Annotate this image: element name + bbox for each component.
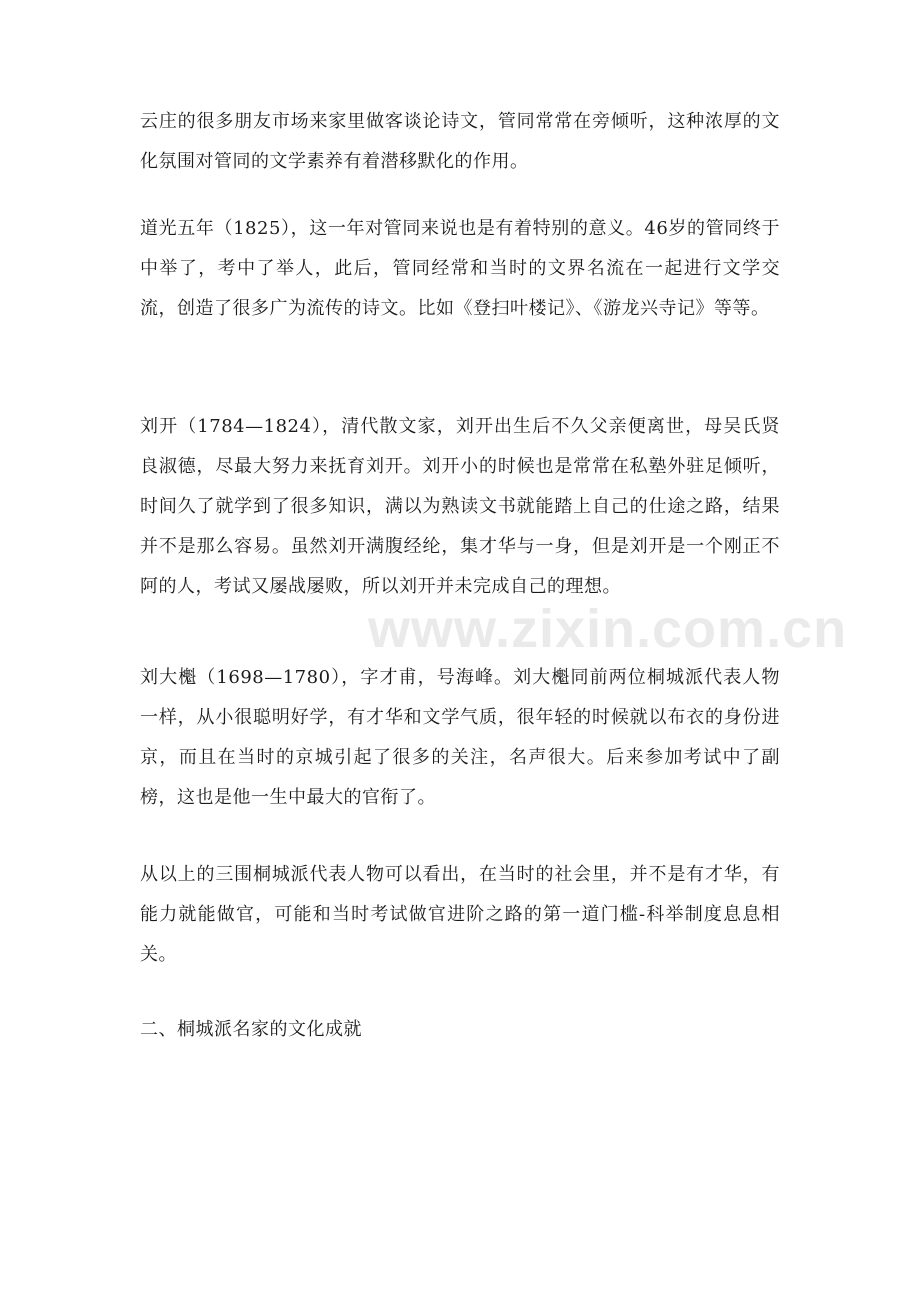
section-heading: 二、桐城派名家的文化成就	[140, 1019, 362, 1040]
watermark-text: www.zixin.com.cn	[368, 599, 848, 659]
paragraph-guantong-daoguang: 道光五年（1825），这一年对管同来说也是有着特别的意义。46岁的管同终于中举了，考中了举人，此后，管同经常和当时的文界名流在一起进行文学交流，创造了很多广为流传的诗文。比如《登扫叶楼记》、《游龙兴寺记》等等。	[140, 218, 780, 319]
paragraph-conclusion: 从以上的三围桐城派代表人物可以看出，在当时的社会里，并不是有才华，有能力就能做官，可能和当时考试做官进阶之路的第一道门槛-科举制度息息相关。	[140, 864, 780, 965]
paragraph-liudakui: 刘大櫆（1698—1780），字才甫，号海峰。刘大櫆同前两位桐城派代表人物一样，从小很聪明好学，有才华和文学气质，很年轻的时候就以布衣的身份进京，而且在当时的京城引起了很多的关注，名声很大。后来参加考试中了副榜，这也是他一生中最大的官衔了。	[140, 667, 780, 808]
paragraph-guantong-influence: 云庄的很多朋友市场来家里做客谈论诗文，管同常常在旁倾听，这种浓厚的文化氛围对管同的文学素养有着潜移默化的作用。	[140, 111, 780, 172]
paragraph-liukai: 刘开（1784—1824），清代散文家，刘开出生后不久父亲便离世，母吴氏贤良淑德，尽最大努力来抚育刘开。刘开小的时候也是常常在私塾外驻足倾听，时间久了就学到了很多知识，满以为熟读文书就能踏上自己的仕途之路，结果并不是那么容易。虽然刘开满腹经纶，集才华与一身，但是刘开是一个刚正不阿的人，考试又屡战屡败，所以刘开并未完成自己的理想。	[140, 416, 780, 597]
